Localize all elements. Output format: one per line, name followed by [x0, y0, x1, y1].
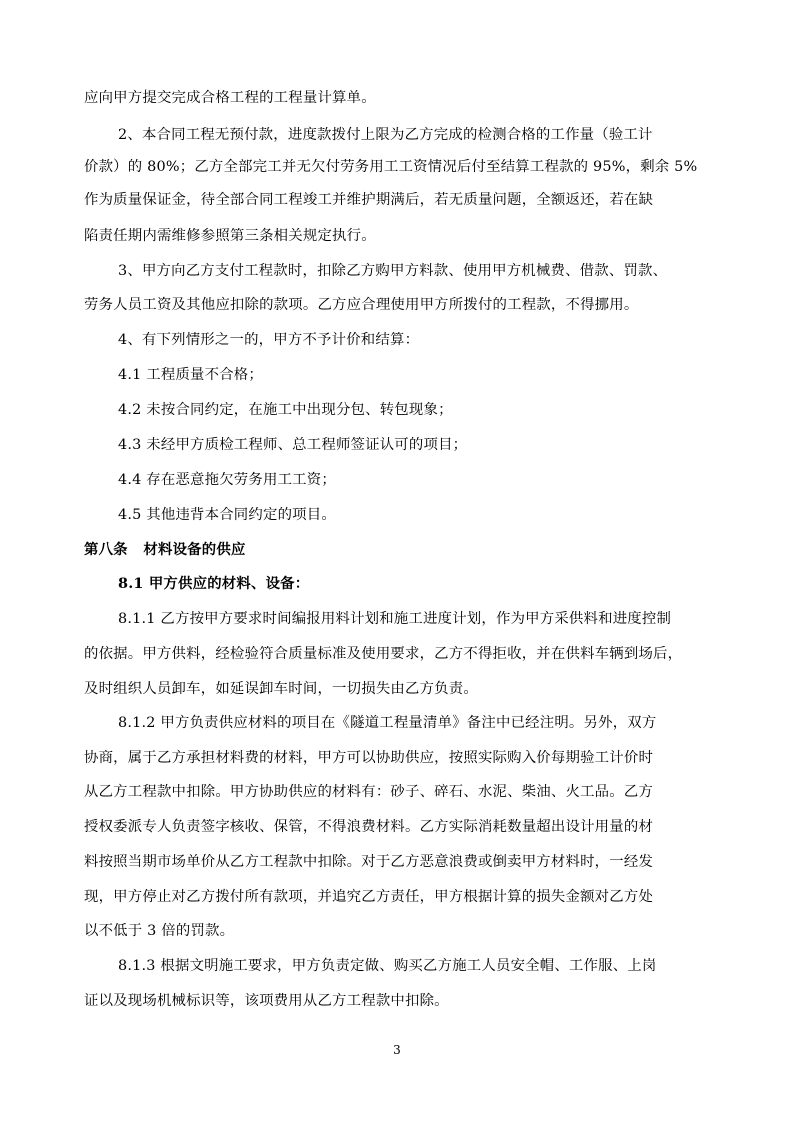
paragraph-line: 8.1.3 根据文明施工要求，甲方负责定做、购买乙方施工人员安全帽、工作服、上岗	[118, 958, 657, 974]
paragraph-line: 从乙方工程款中扣除。甲方协助供应的材料有：砂子、碎石、水泥、柴油、火工品。乙方	[84, 784, 654, 800]
paragraph-line: 料按照当期市场单价从乙方工程款中扣除。对于乙方恶意浪费或倒卖甲方材料时，一经发	[84, 854, 654, 870]
paragraph-line: 协商，属于乙方承担材料费的材料，甲方可以协助供应，按照实际购入价每期验工计价时	[84, 750, 654, 766]
paragraph-line: 现，甲方停止对乙方拨付所有款项，并追究乙方责任，甲方根据计算的损失金额对乙方处	[84, 889, 654, 905]
subsection-heading: 8.1 甲方供应的材料、设备：	[118, 575, 310, 592]
list-item: 4.3 未经甲方质检工程师、总工程师签证认可的项目；	[118, 437, 468, 453]
paragraph-line: 及时组织人员卸车，如延误卸车时间，一切损失由乙方负责。	[84, 681, 478, 697]
paragraph-line: 的依据。甲方供料，经检验符合质量标准及使用要求，乙方不得拒收，并在供料车辆到场后，	[84, 646, 683, 662]
paragraph-line: 4、有下列情形之一的，甲方不予计价和结算：	[118, 332, 420, 348]
paragraph-line: 授权委派专人负责签字核收、保管，不得浪费材料。乙方实际消耗数量超出设计用量的材	[84, 819, 654, 835]
list-item: 4.5 其他违背本合同约定的项目。	[118, 507, 336, 523]
paragraph-line: 2、本合同工程无预付款，进度款拨付上限为乙方完成的检测合格的工作量（验工计	[118, 127, 653, 143]
paragraph-line: 劳务人员工资及其他应扣除的款项。乙方应合理使用甲方所拨付的工程款，不得挪用。	[84, 297, 639, 313]
paragraph-line: 价款）的 80%；乙方全部完工并无欠付劳务用工工资情况后付至结算工程款的 95%，剩余 5%	[84, 159, 698, 175]
paragraph-line: 应向甲方提交完成合格工程的工程量计算单。	[84, 90, 376, 106]
paragraph-line: 8.1.2 甲方负责供应材料的项目在《隧道工程量清单》备注中已经注明。另外，双方	[118, 715, 657, 731]
list-item: 4.2 未按合同约定，在施工中出现分包、转包现象；	[118, 402, 453, 418]
list-item: 4.4 存在恶意拖欠劳务用工工资；	[118, 472, 336, 488]
page-number: 3	[393, 1043, 401, 1057]
paragraph-line: 证以及现场机械标识等，该项费用从乙方工程款中扣除。	[84, 993, 449, 1009]
paragraph-line: 以不低于 3 倍的罚款。	[84, 923, 235, 939]
section-heading: 第八条 材料设备的供应	[84, 541, 246, 558]
paragraph-line: 3、甲方向乙方支付工程款时，扣除乙方购甲方料款、使用甲方机械费、借款、罚款、	[118, 263, 668, 279]
paragraph-line: 8.1.1 乙方按甲方要求时间编报用料计划和施工进度计划，作为甲方采供料和进度控制	[118, 611, 672, 627]
list-item: 4.1 工程质量不合格；	[118, 367, 263, 383]
paragraph-line: 作为质量保证金，待全部合同工程竣工并维护期满后，若无质量问题，全额返还，若在缺	[84, 192, 654, 208]
paragraph-line: 陷责任期内需维修参照第三条相关规定执行。	[84, 228, 376, 244]
